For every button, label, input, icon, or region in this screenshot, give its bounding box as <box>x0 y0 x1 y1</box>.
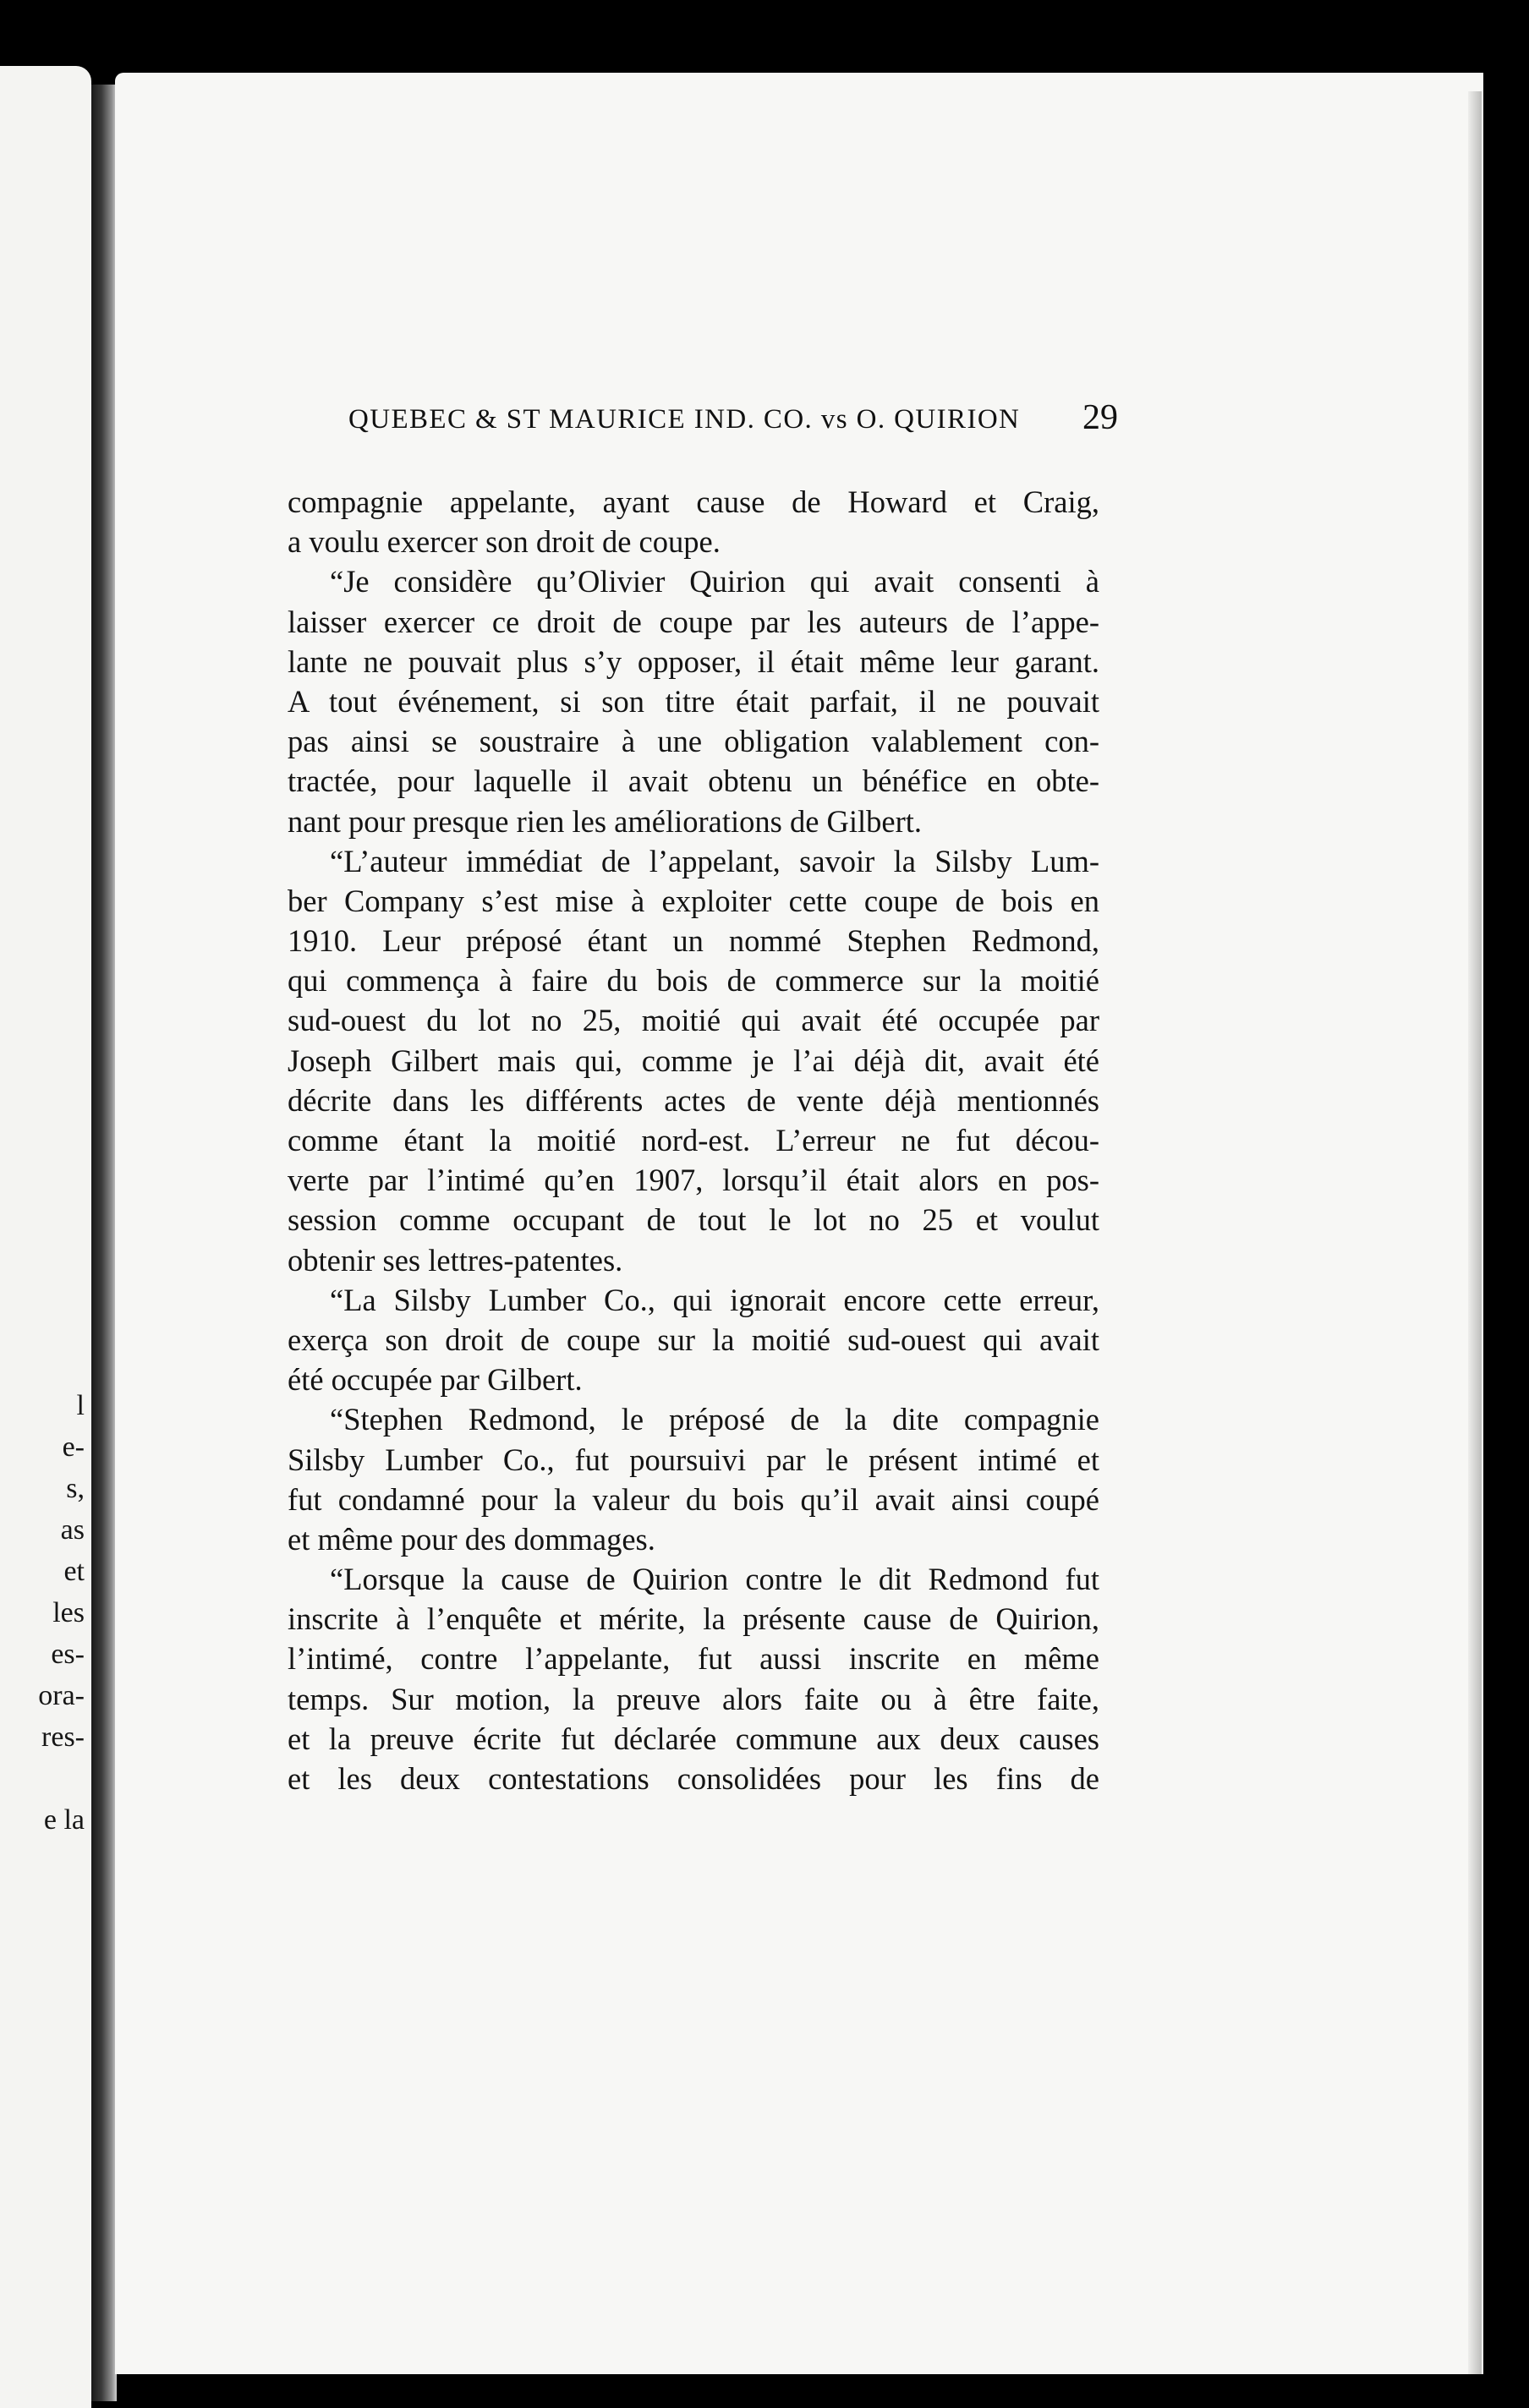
left-page-fragment-line: res- <box>41 1721 85 1753</box>
body-text <box>288 482 1099 1798</box>
text-line: ber Company s’est mise à exploiter cette coupe de bois en <box>288 883 1099 918</box>
text-line: session comme occupant de tout le lot no 25 et voulut <box>288 1202 1099 1238</box>
book-gutter <box>91 85 117 2401</box>
text-line: “La Silsby Lumber Co., qui ignorait encore cette erreur, <box>330 1282 1099 1317</box>
text-line: l’intimé, contre l’appelante, fut aussi inscrite en même <box>288 1641 1099 1677</box>
text-line: Joseph Gilbert mais qui, comme je l’ai déjà dit, avait été <box>288 1043 1099 1078</box>
text-line: et la preuve écrite fut déclarée commune aux deux causes <box>288 1721 1099 1756</box>
text-line: A tout événement, si son titre était parfait, il ne pouvait <box>288 683 1099 719</box>
text-line: a voulu exercer son droit de coupe. <box>288 524 721 560</box>
left-page-text-fragments <box>0 1385 85 1841</box>
text-line: tractée, pour laquelle il avait obtenu un bénéfice en obte- <box>288 763 1099 799</box>
left-page-fragment-line: ora- <box>38 1680 85 1711</box>
text-line: compagnie appelante, ayant cause de Howard et Craig, <box>288 484 1099 519</box>
text-line: laisser exercer ce droit de coupe par les auteurs de l’appe- <box>288 604 1099 639</box>
text-line: exerça son droit de coupe sur la moitié sud-ouest qui avait <box>288 1322 1099 1357</box>
text-line: été occupée par Gilbert. <box>288 1362 583 1398</box>
text-line: obtenir ses lettres-patentes. <box>288 1242 623 1278</box>
text-line: et même pour des dommages. <box>288 1521 655 1557</box>
left-page-fragment-line: et <box>63 1556 85 1587</box>
left-page-fragment-line: l <box>76 1390 85 1421</box>
left-page-fragment-line: les <box>52 1597 85 1628</box>
text-line: verte par l’intimé qu’en 1907, lorsqu’il était alors en pos- <box>288 1163 1099 1198</box>
text-line: 1910. Leur préposé étant un nommé Stephen Redmond, <box>288 923 1099 959</box>
left-page-fragment-line: as <box>60 1514 85 1546</box>
text-line: comme étant la moitié nord-est. L’erreur ne fut décou- <box>288 1123 1099 1157</box>
text-line: nant pour presque rien les améliorations de Gilbert. <box>288 803 923 839</box>
text-line: “Stephen Redmond, le préposé de la dite compagnie <box>330 1402 1099 1437</box>
text-line: sud-ouest du lot no 25, moitié qui avait été occupée par <box>288 1003 1099 1038</box>
text-line: pas ainsi se soustraire à une obligation valablement con- <box>288 724 1099 759</box>
text-line: et les deux contestations consolidées pour les fins de <box>288 1761 1099 1796</box>
text-line: décrite dans les différents actes de vente déjà mentionnés <box>288 1082 1099 1118</box>
text-line: temps. Sur motion, la preuve alors faite ou à être faite, <box>288 1681 1099 1716</box>
text-line: “Je considère qu’Olivier Quirion qui avait consenti à <box>330 564 1099 599</box>
text-line: qui commença à faire du bois de commerce sur la moitié <box>288 963 1099 999</box>
page-number: 29 <box>1082 398 1118 437</box>
text-line: Silsby Lumber Co., fut poursuivi par le présent intimé et <box>288 1442 1099 1477</box>
left-page-fragment <box>0 66 91 2408</box>
text-line: “L’auteur immédiat de l’appelant, savoir la Silsby Lum- <box>330 843 1099 878</box>
left-page-fragment-line: s, <box>66 1473 85 1504</box>
left-page-fragment-line: es- <box>51 1639 85 1670</box>
text-line: lante ne pouvait plus s’y opposer, il était même leur garant. <box>288 643 1099 679</box>
text-line: fut condamné pour la valeur du bois qu’il avait ainsi coupé <box>288 1481 1099 1517</box>
text-line: inscrite à l’enquête et mérite, la présente cause de Quirion, <box>288 1601 1099 1637</box>
left-page-fragment-line: e- <box>62 1431 85 1463</box>
left-page-fragment-line: e la <box>43 1804 85 1836</box>
page-edge <box>1468 91 1482 2374</box>
text-line: “Lorsque la cause de Quirion contre le dit Redmond fut <box>330 1562 1099 1597</box>
running-head: QUEBEC & ST MAURICE IND. CO. vs O. QUIRION <box>348 404 1021 435</box>
left-page-fragment-line <box>0 1758 85 1799</box>
